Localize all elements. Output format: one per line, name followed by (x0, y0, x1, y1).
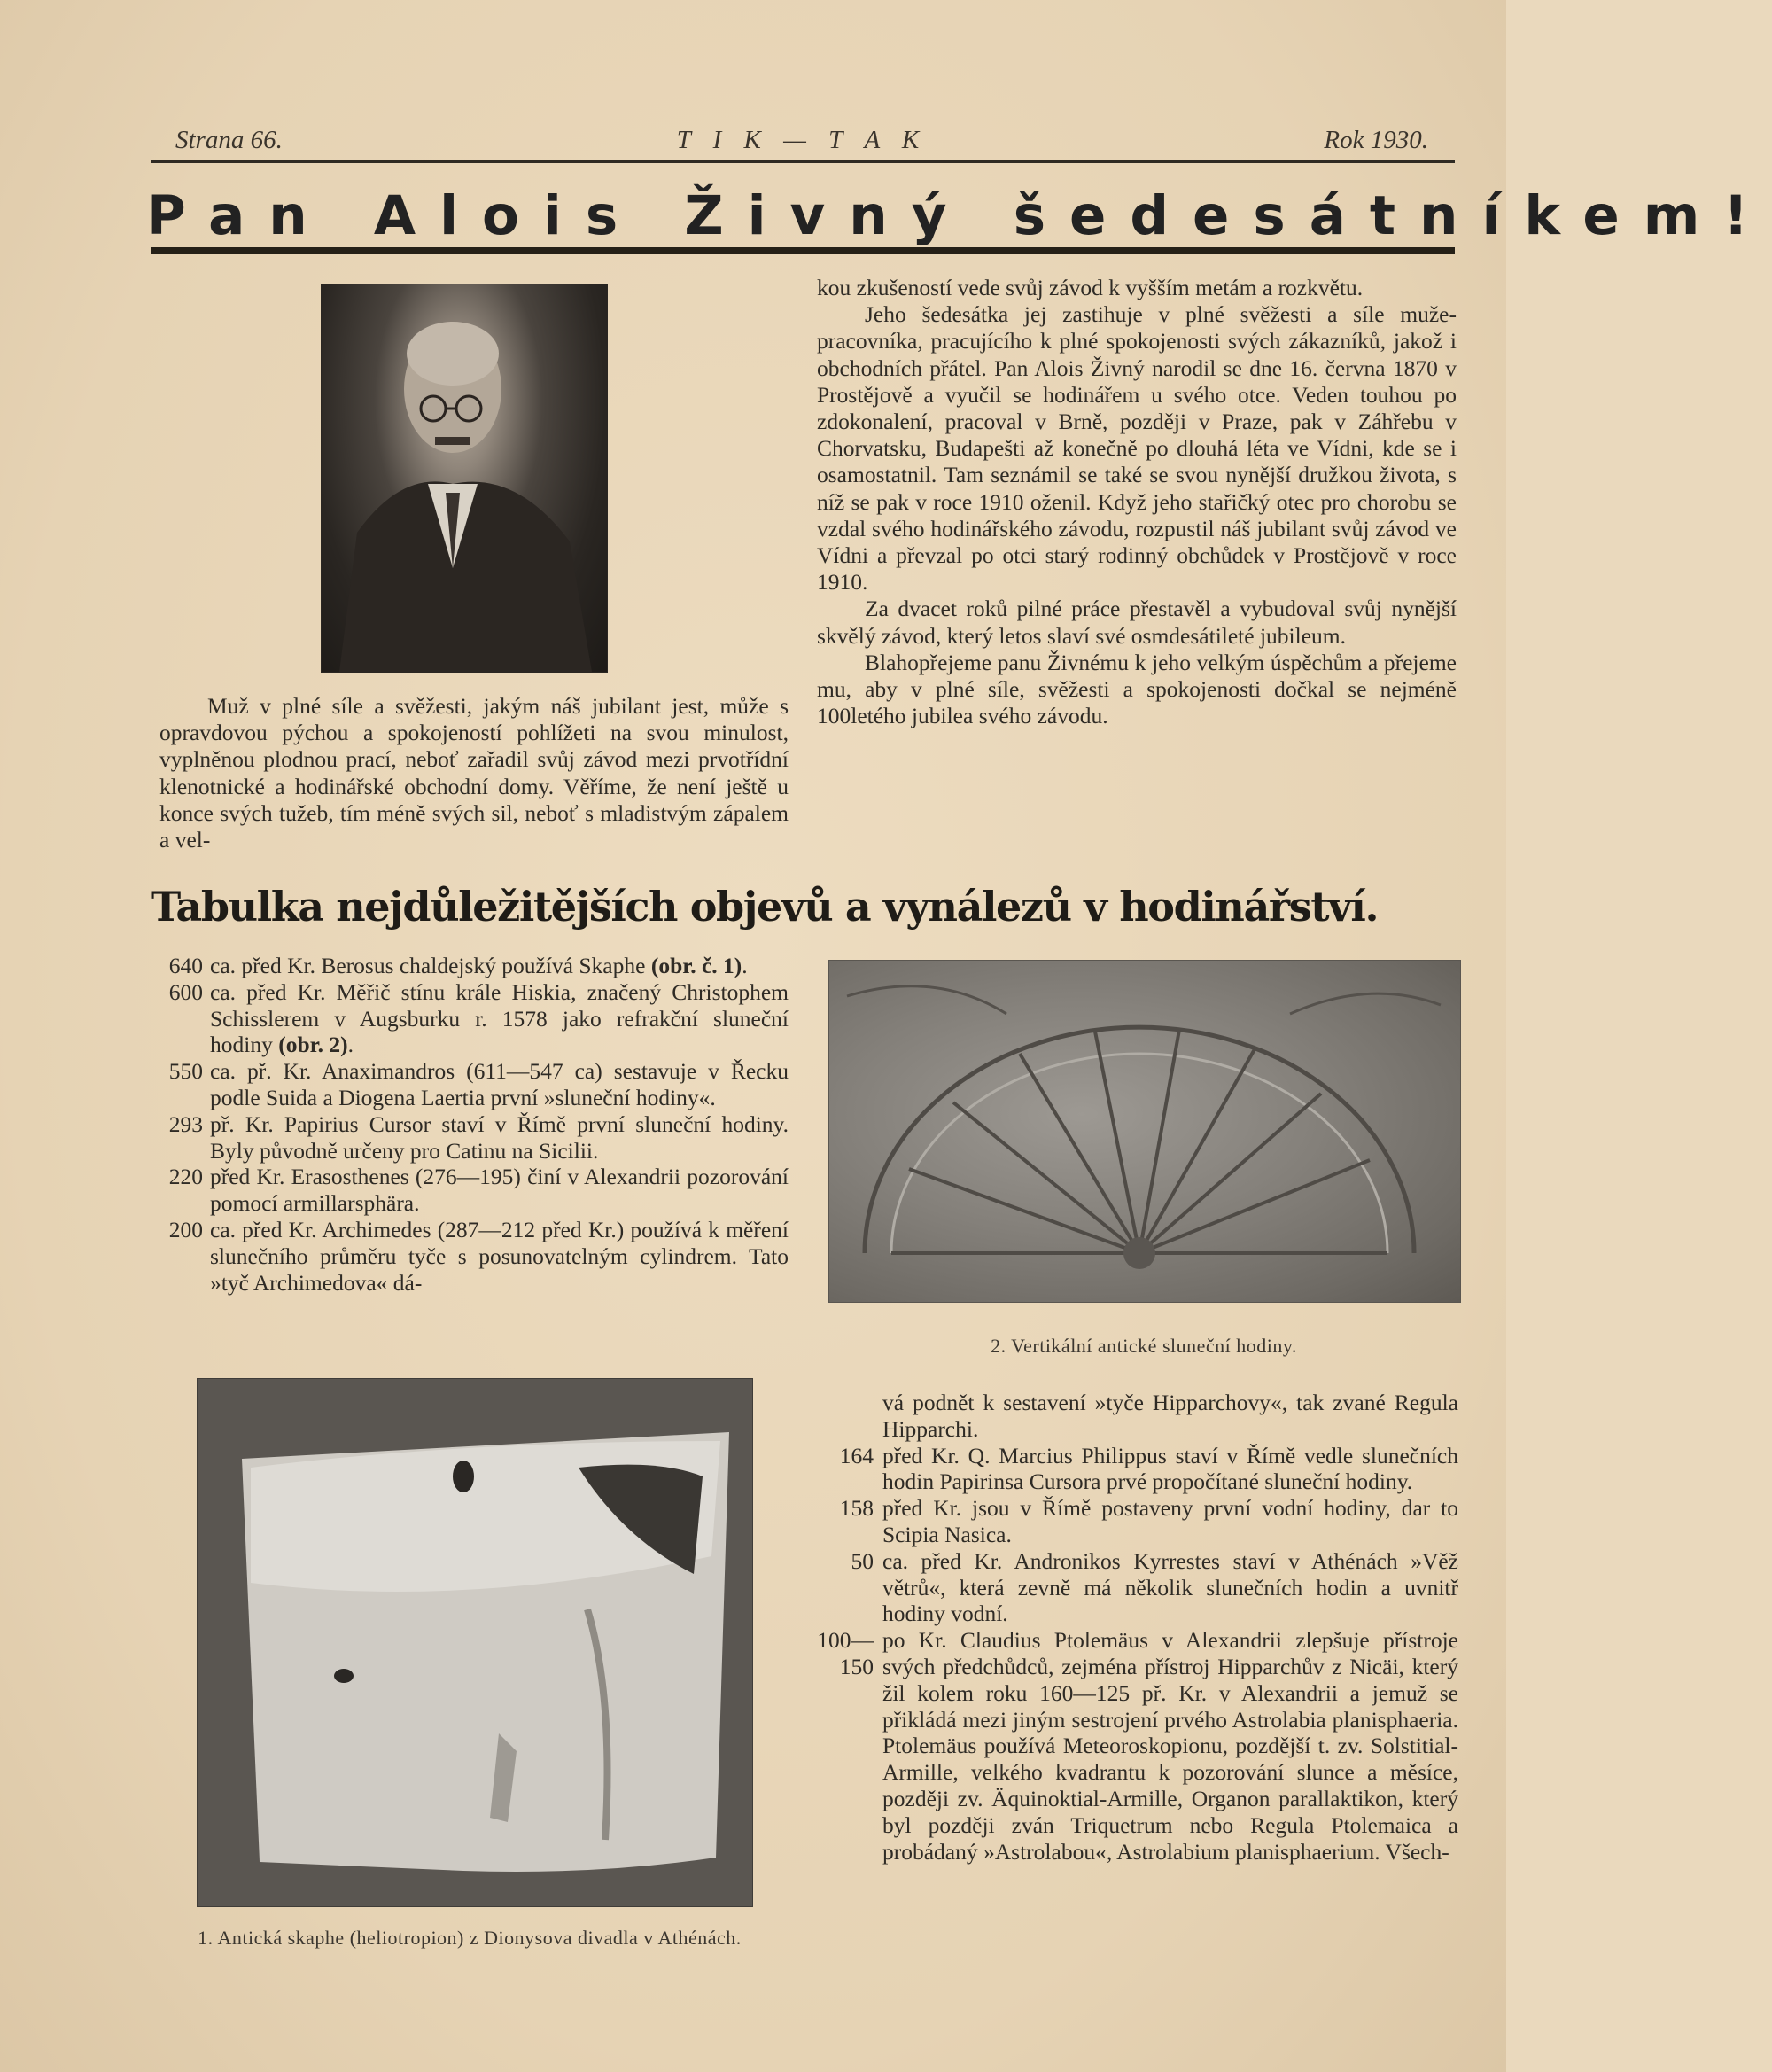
timeline-entry (822, 1495, 1458, 1548)
timeline-year: 200 (168, 1216, 203, 1242)
timeline-text: př. Kr. Papirius Cursor staví v Římě první sluneční hodiny. Byly původně určeny pro Catinu na Sicilii. (210, 1110, 789, 1164)
timeline-entry (822, 1548, 1458, 1627)
timeline-text: ca. před Kr. Andronikos Kyrrestes staví v Athénách »Věž větrů«, která zevně má několik slunečních hodin a uvnitř hodiny vodní. (882, 1547, 1458, 1627)
timeline-entry (155, 979, 789, 1058)
timeline-text: po Kr. Claudius Ptolemäus v Alexandrii zlepšuje přístroje svých předchůdců, zejména přístroj Hipparchův z Nicäi, který žil kolem roku 160—125 př. Kr. v Alexandrii a jemuž se přikládá mezi jiným sestrojení prvého Astrolabia planisphaeria. Ptolemäus používá Meteoroskopionu, pozdější t. zv. Solstitial-Armille, velkého kvadrantu k pozorování slunce a měsíce, později zv. Äquinoktial-Armille, Organon parallaktikon, který byl později zván Triquetrum nebo Regula Ptolemaica a probádaný »Astrolabou«, Astrolabium planisphaerium. Všech- (882, 1627, 1458, 1865)
figure2-caption: 2. Vertikální antické sluneční hodiny. (991, 1335, 1297, 1357)
paragraph: Za dvacet roků pilné práce přestavěl a vybudoval svůj nynější skvělý závod, který letos slaví své osmdesátileté jubileum. (817, 596, 1457, 649)
timeline-entry (155, 953, 789, 979)
title-rule (151, 247, 1455, 254)
running-header (151, 126, 1453, 161)
figure-vertical-sundial (828, 960, 1461, 1303)
timeline-continuation (822, 1390, 1458, 1443)
timeline-text: ca. před Kr. Archimedes (287—212 před Kr.) používá k měření slunečního průměru tyče s posunovatelným cylindrem. Tato »tyč Archimedova« dá- (210, 1216, 789, 1296)
header-rule (151, 160, 1455, 163)
timeline-text: před Kr. Q. Marcius Philippus staví v Římě vedle slunečních hodin Papirinsa Cursora prvé propočítané sluneční hodiny. (882, 1442, 1458, 1495)
timeline-entry (155, 1111, 789, 1165)
portrait-photo (321, 284, 608, 673)
timeline-year: 220 (168, 1164, 203, 1190)
timeline-text: před Kr. Erasosthenes (276—195) činí v Alexandrii pozorování pomocí armillarsphära. (210, 1164, 789, 1217)
figure1-caption: 1. Antická skaphe (heliotropion) z Dionysova divadla v Athénách. (198, 1927, 742, 1949)
timeline-text: ca. před Kr. Měřič stínu krále Hiskia, značený Christophem Schisslerem v Augsburku r. 1578 jako refrakční sluneční hodiny (210, 978, 789, 1058)
timeline-text-end: . (347, 1032, 354, 1058)
timeline-year: 600 (168, 978, 203, 1005)
article-left-column (159, 693, 789, 853)
figure-skaphe (197, 1378, 753, 1907)
paragraph: Muž v plné síle a svěžesti, jakým náš jubilant jest, může s opravdovou pýchou a spokojeností pohlížeti na svou minulost, vyplněnou plodnou prací, neboť zařadil svůj závod mezi prvotřídní klenotnické a hodinářské obchodní domy. Věříme, že není ještě u konce svých tužeb, tím méně svých sil, neboť s mladistvým zápalem a vel- (159, 693, 789, 853)
timeline-text: ca. před Kr. Berosus chaldejský používá Skaphe (210, 953, 651, 978)
paragraph: Blahopřejeme panu Živnému k jeho velkým úspěchům a přejeme mu, aby v plné síle, svěžesti a spokojenosti dočkal se nejméně 100letého jubilea svého závodu. (817, 649, 1457, 729)
timeline-entry (155, 1058, 789, 1111)
timeline-right (817, 1390, 1458, 1865)
figure-reference: (obr. 2) (278, 1032, 348, 1058)
timeline-year: 550 (168, 1058, 203, 1085)
timeline-entry (817, 1627, 1458, 1865)
timeline-entry (822, 1443, 1458, 1496)
timeline-year: 293 (168, 1110, 203, 1137)
timeline-text: ca. př. Kr. Anaximandros (611—547 ca) sestavuje v Řecku podle Suida a Diogena Laertia první »sluneční hodiny«. (210, 1058, 789, 1110)
timeline-text-end: . (742, 953, 748, 978)
paragraph: Jeho šedesátka jej zastihuje v plné svěžesti a síle muže-pracovníka, pracujícího k plné spokojenosti svých zákazníků, jakož i obchodních přátel. Pan Alois Živný narodil se dne 16. června 1870 v Prostějově a vyučil se hodinářem u svého otce. Veden touhou po zdokonalení, pracoval v Brně, později v Praze, pak v Záhřebu v Chorvatsku, Budapešti až konečně po dlouhá léta ve Vídni, kde se i osamostatnil. Tam seznámil se také se svou nynější družkou života, s níž se pak v roce 1910 oženil. Když jeho stařičký otec pro chorobu se vzdal svého hodinářského závodu, rozpustil náš jubilant svůj závod ve Vídni a převzal po otci starý rodinný obchůdek v Prostějově v roce 1910. (817, 301, 1457, 596)
section-title: Tabulka nejdůležitějších objevů a vynálezů v hodinářství. (151, 883, 1379, 931)
timeline-text: vá podnět k sestavení »tyče Hipparchovy«, tak zvané Regula Hipparchi. (882, 1390, 1458, 1442)
timeline-left (155, 953, 789, 1296)
magazine-name: T I K — T A K (676, 126, 928, 154)
article-right-column (817, 275, 1457, 729)
timeline-year: 50 (851, 1547, 874, 1574)
figure-reference: (obr. č. 1) (650, 953, 742, 978)
timeline-year: 164 (839, 1442, 874, 1468)
timeline-text: před Kr. jsou v Římě postaveny první vodní hodiny, dar to Scipia Nasica. (882, 1495, 1458, 1547)
year-label: Rok 1930. (1324, 126, 1428, 154)
paragraph: kou zkušeností vede svůj závod k vyšším metám a rozkvětu. (817, 275, 1364, 300)
page-number: Strana 66. (175, 126, 283, 154)
timeline-entry (155, 1217, 789, 1296)
timeline-entry (155, 1164, 789, 1217)
timeline-year: 158 (839, 1495, 874, 1522)
timeline-year: 100—150 (817, 1627, 874, 1679)
timeline-year: 640 (168, 953, 203, 978)
article-title: Pan Alois Živný šedesátníkem! (146, 184, 1772, 247)
